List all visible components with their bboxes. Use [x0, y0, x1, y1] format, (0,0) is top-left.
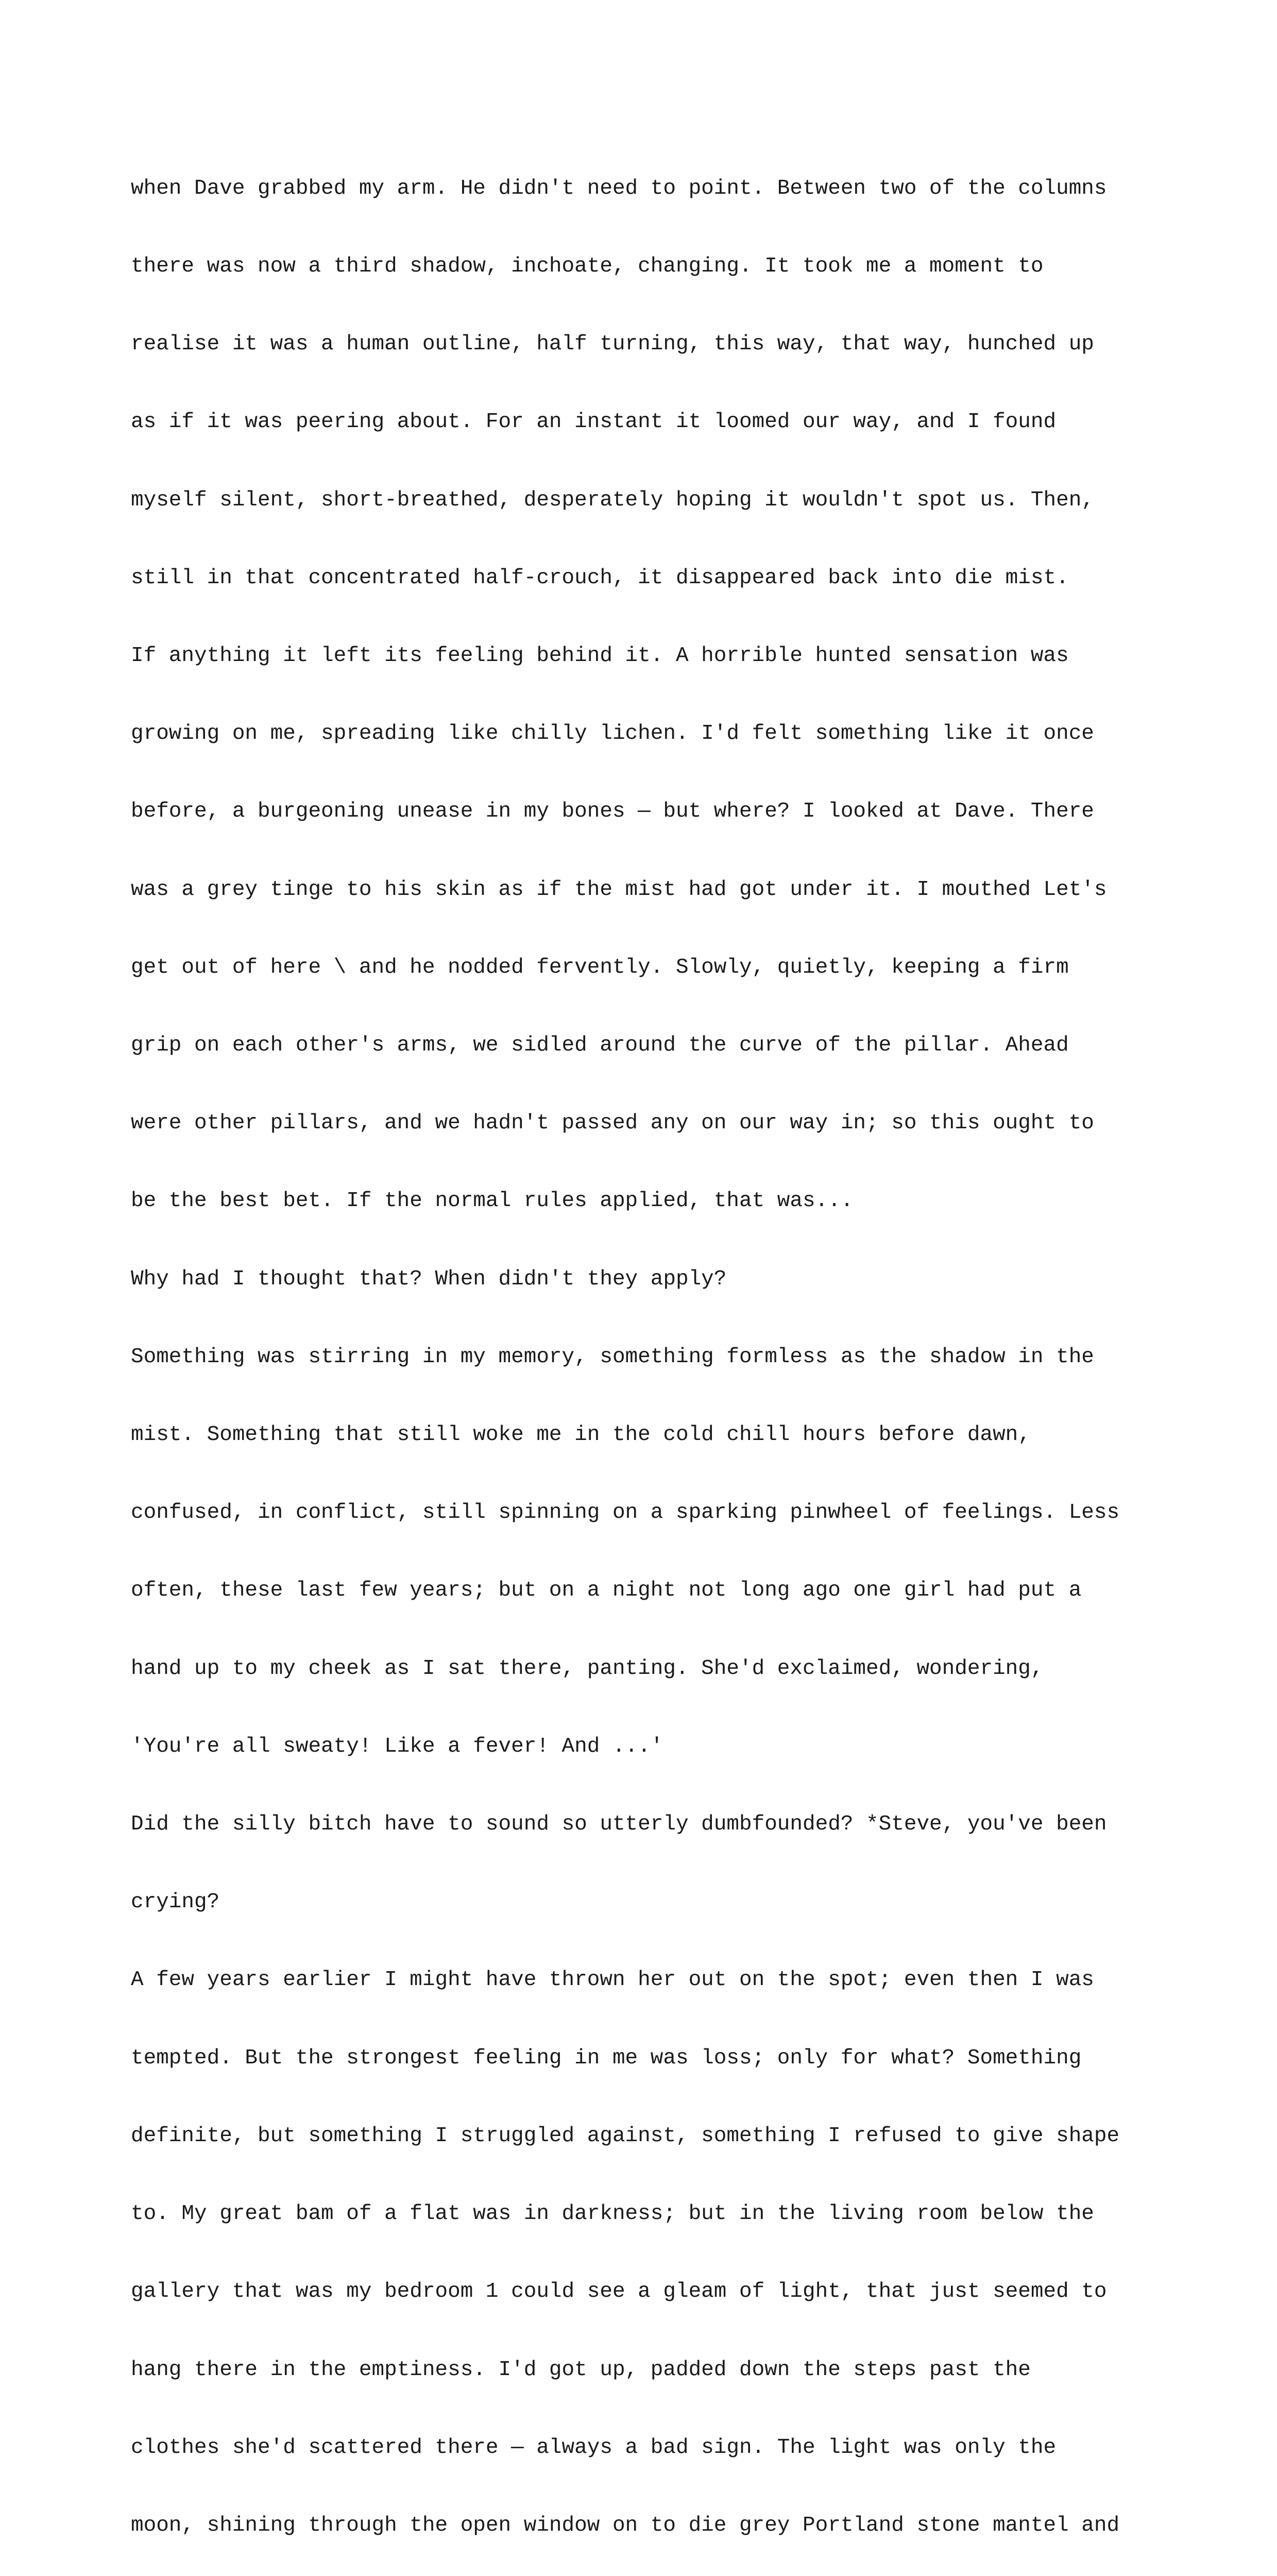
text-line: when Dave grabbed my arm. He didn't need to point. Between two of the columns [131, 176, 1107, 200]
text-line: definite, but something I struggled against, something I refused to give shape [131, 2124, 1120, 2148]
text-line: often, these last few years; but on a night not long ago one girl had put a [131, 1579, 1082, 1603]
text-line: 'You're all sweaty! Like a fever! And ...' [131, 1734, 663, 1758]
text-line: before, a burgeoning unease in my bones — but where? I looked at Dave. There [131, 800, 1094, 824]
text-line: tempted. But the strongest feeling in me was loss; only for what? Something [131, 2046, 1082, 2070]
text-line: moon, shining through the open window on to die grey Portland stone mantel and [131, 2513, 1120, 2537]
text-line: grip on each other's arms, we sidled around the curve of the pillar. Ahead [131, 1033, 1069, 1058]
text-line: hand up to my cheek as I sat there, panting. She'd exclaimed, wondering, [131, 1656, 1044, 1681]
text-line: be the best bet. If the normal rules applied, that was... [131, 1189, 854, 1213]
text-line: If anything it left its feeling behind it. A horrible hunted sensation was [131, 644, 1069, 668]
text-line: there was now a third shadow, inchoate, changing. It took me a moment to [131, 255, 1044, 279]
text-line: gallery that was my bedroom 1 could see a gleam of light, that just seemed to [131, 2280, 1107, 2304]
text-line: was a grey tinge to his skin as if the mist had got under it. I mouthed Let's [131, 877, 1107, 902]
text-line: myself silent, short-breathed, desperately hoping it wouldn't spot us. Then, [131, 488, 1094, 512]
text-line: still in that concentrated half-crouch, it disappeared back into die mist. [131, 566, 1069, 590]
text-line: mist. Something that still woke me in the cold chill hours before dawn, [131, 1423, 1031, 1447]
body-text [131, 124, 1161, 2576]
text-line: growing on me, spreading like chilly lichen. I'd felt something like it once [131, 722, 1094, 746]
text-line: realise it was a human outline, half turning, this way, that way, hunched up [131, 332, 1094, 357]
text-line: were other pillars, and we hadn't passed any on our way in; so this ought to [131, 1111, 1094, 1136]
text-line: clothes she'd scattered there — always a bad sign. The light was only the [131, 2435, 1057, 2460]
text-line: Did the silly bitch have to sound so utterly dumbfounded? *Steve, you've been [131, 1812, 1107, 1837]
text-line: A few years earlier I might have thrown her out on the spot; even then I was [131, 1968, 1094, 1992]
text-line: hang there in the emptiness. I'd got up, padded down the steps past the [131, 2358, 1031, 2382]
text-line: get out of here \ and he nodded fervently. Slowly, quietly, keeping a firm [131, 955, 1069, 979]
text-line: as if it was peering about. For an instant it loomed our way, and I found [131, 410, 1057, 434]
text-line: Why had I thought that? When didn't they apply? [131, 1267, 727, 1291]
text-line: to. My great bam of a flat was in darkness; but in the living room below the [131, 2202, 1094, 2226]
text-line: crying? [131, 1890, 220, 1914]
text-line: Something was stirring in my memory, something formless as the shadow in the [131, 1345, 1094, 1369]
text-line: confused, in conflict, still spinning on a sparking pinwheel of feelings. Less [131, 1501, 1120, 1525]
